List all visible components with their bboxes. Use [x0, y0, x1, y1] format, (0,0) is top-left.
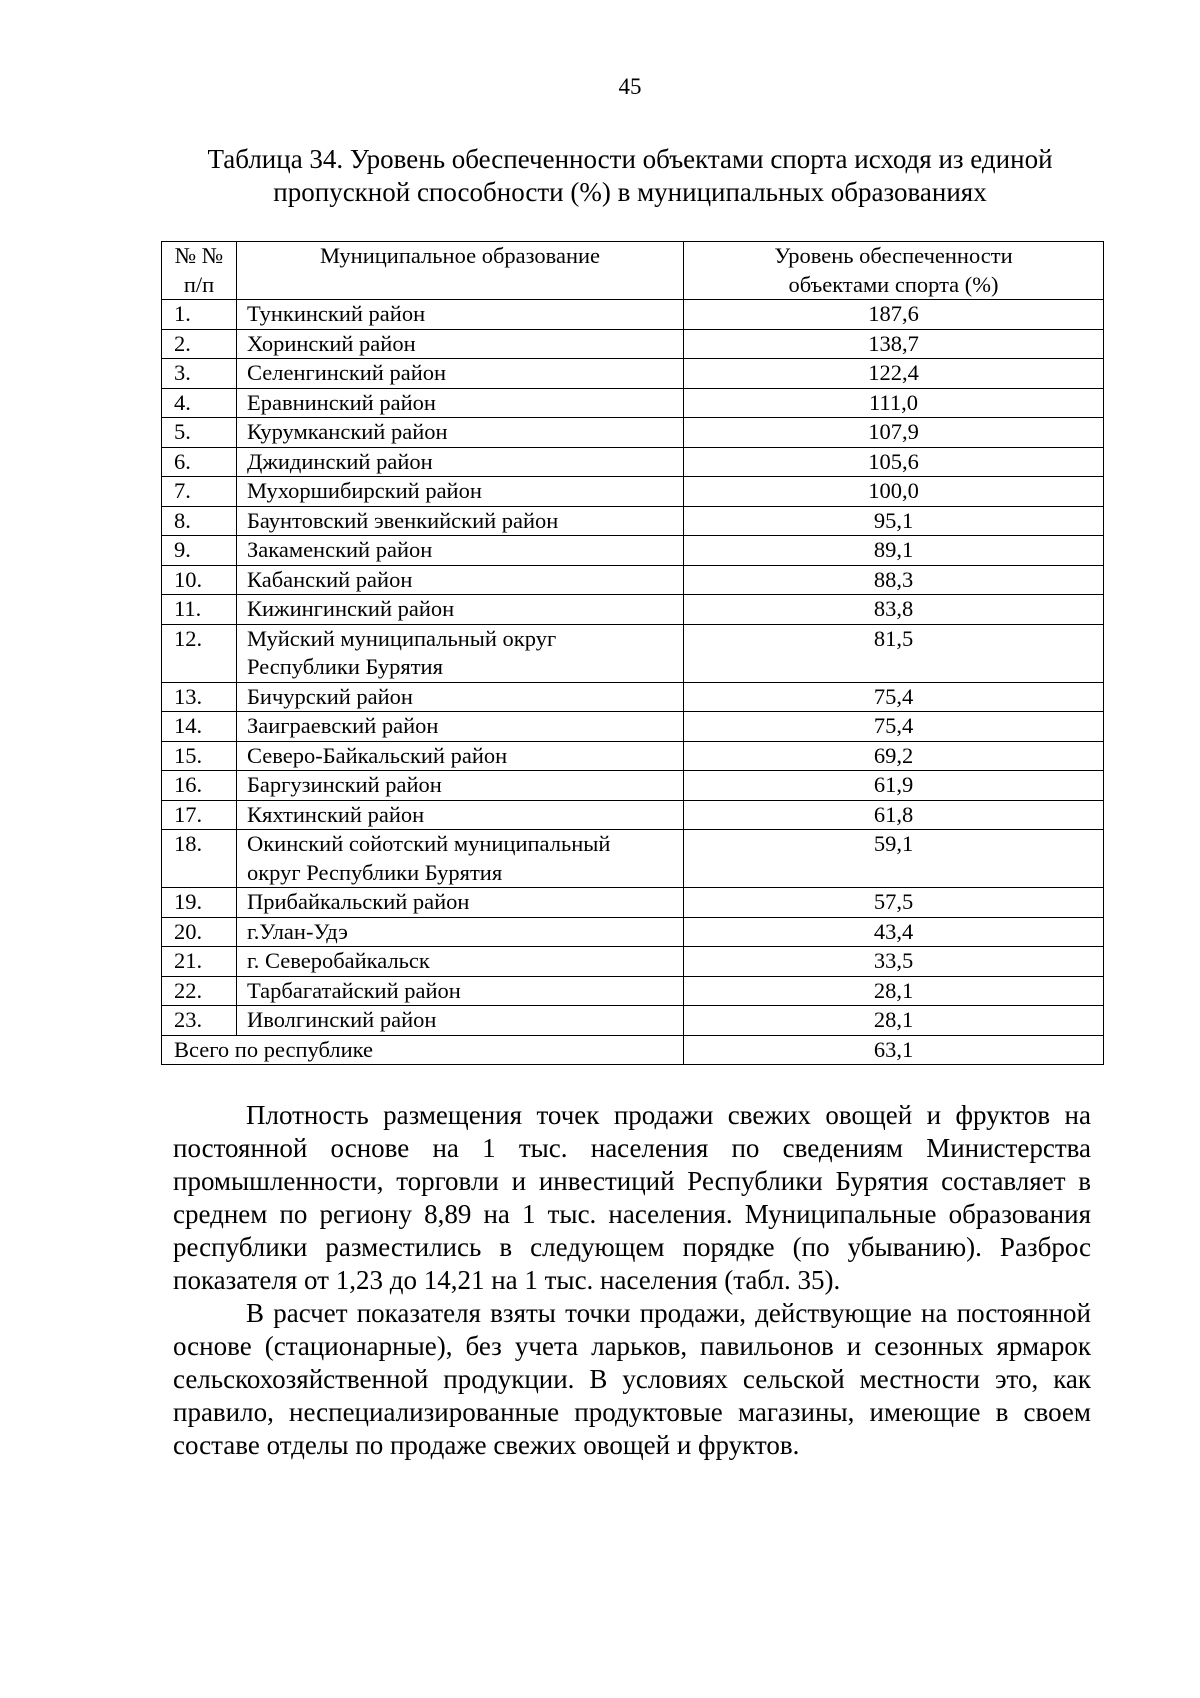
sports-facilities-table [161, 241, 1104, 1065]
row-number: 16. [162, 771, 237, 801]
row-value: 81,5 [684, 624, 1104, 682]
table-row [162, 359, 1104, 389]
row-municipality [237, 359, 684, 389]
row-municipality [237, 741, 684, 771]
table-row [162, 565, 1104, 595]
table-row [162, 536, 1104, 566]
row-municipality [237, 800, 684, 830]
table-row [162, 712, 1104, 742]
row-municipality [237, 329, 684, 359]
paragraph-2: В расчет показателя взяты точки продажи, действующие на постоянной основе (стационарные), без учета ларьков, павильонов и сезонных ярмарок сельскохозяйственной продукции. В условиях сельской местности это, как правило, неспециализированные продуктовые магазины, имеющие в своем составе отделы по продаже свежих овощей и фруктов. [173, 1298, 1091, 1460]
municipality-name: Прибайкальский район [247, 889, 470, 914]
row-number: 19. [162, 888, 237, 918]
table-row [162, 917, 1104, 947]
row-number: 5. [162, 418, 237, 448]
row-value: 107,9 [684, 418, 1104, 448]
municipality-name: Заиграевский район [247, 713, 439, 738]
table-row [162, 595, 1104, 625]
municipality-name: Селенгинский район [247, 360, 447, 385]
row-number: 14. [162, 712, 237, 742]
row-municipality [237, 506, 684, 536]
row-number: 8. [162, 506, 237, 536]
municipality-name: Окинский сойотский муниципальный [247, 831, 611, 856]
row-value: 138,7 [684, 329, 1104, 359]
table-row [162, 947, 1104, 977]
total-label: Всего по республике [162, 1035, 684, 1065]
municipality-name: Баунтовский эвенкийский район [247, 507, 559, 533]
body-text [173, 1099, 1091, 1462]
caption-line-2: пропускной способности (%) в муниципальных образованиях [273, 177, 987, 207]
row-municipality [237, 418, 684, 448]
municipality-name: Хоринский район [247, 330, 416, 356]
table-row [162, 447, 1104, 477]
table-header-row [162, 242, 1104, 300]
row-value: 89,1 [684, 536, 1104, 566]
municipality-name: Кяхтинский район [247, 801, 425, 827]
row-number: 3. [162, 359, 237, 389]
row-number: 12. [162, 624, 237, 682]
municipality-name: Иволгинский район [247, 1007, 437, 1032]
municipality-name: г. Северобайкальск [247, 948, 430, 973]
header-number [162, 242, 237, 300]
municipality-name: Кабанский район [247, 566, 413, 592]
row-value: 75,4 [684, 682, 1104, 712]
row-number: 13. [162, 682, 237, 712]
row-value: 95,1 [684, 506, 1104, 536]
row-municipality [237, 595, 684, 625]
row-value: 28,1 [684, 1006, 1104, 1036]
row-number: 11. [162, 595, 237, 625]
table-row [162, 682, 1104, 712]
table-row [162, 888, 1104, 918]
table-row [162, 800, 1104, 830]
row-municipality [237, 830, 684, 888]
municipality-name: Еравнинский район [247, 389, 436, 415]
municipality-name: Северо-Байкальский район [247, 742, 508, 768]
total-value: 63,1 [684, 1035, 1104, 1065]
row-number: 17. [162, 800, 237, 830]
row-value: 75,4 [684, 712, 1104, 742]
row-value: 187,6 [684, 300, 1104, 330]
municipality-name: Бичурский район [247, 683, 413, 709]
row-municipality [237, 771, 684, 801]
row-value: 100,0 [684, 477, 1104, 507]
table-row [162, 1006, 1104, 1036]
table-row [162, 976, 1104, 1006]
row-number: 15. [162, 741, 237, 771]
table-row [162, 830, 1104, 888]
row-value: 28,1 [684, 976, 1104, 1006]
municipality-name: Кижингинский район [247, 596, 455, 621]
paragraph-1: Плотность размещения точек продажи свежих овощей и фруктов на постоянной основе на 1 тыс. населения по сведениям Министерства промышленности, торговли и инвестиций Республики Бурятия составляет в среднем по региону 8,89 на 1 тыс. населения. Муниципальные образования республики разместились в следующем порядке (по убыванию). Разброс показателя от 1,23 до 14,21 на 1 тыс. населения (табл. 35). [173, 1100, 1091, 1295]
table-row [162, 506, 1104, 536]
row-value: 83,8 [684, 595, 1104, 625]
table-row [162, 388, 1104, 418]
row-municipality [237, 917, 684, 947]
municipality-name: Муйский муниципальный округ [247, 625, 557, 651]
header-number-line-1: № № [174, 243, 224, 268]
row-number: 10. [162, 565, 237, 595]
municipality-name: Тункинский район [247, 301, 426, 326]
row-municipality [237, 1006, 684, 1036]
table-body [162, 300, 1104, 1036]
row-municipality [237, 624, 684, 682]
municipality-name: Баргузинский район [247, 772, 442, 797]
municipality-name: Мухоршибирский район [247, 478, 482, 503]
table-row [162, 741, 1104, 771]
table-caption [175, 143, 1085, 209]
page-number: 45 [618, 74, 642, 99]
municipality-name: Закаменский район [247, 537, 433, 562]
table-row [162, 477, 1104, 507]
row-number: 1. [162, 300, 237, 330]
row-value: 59,1 [684, 830, 1104, 888]
row-number: 7. [162, 477, 237, 507]
row-number: 2. [162, 329, 237, 359]
row-municipality [237, 682, 684, 712]
row-municipality [237, 388, 684, 418]
municipality-name: Курумканский район [247, 419, 448, 444]
table-row [162, 418, 1104, 448]
row-municipality [237, 888, 684, 918]
row-value: 88,3 [684, 565, 1104, 595]
row-number: 20. [162, 917, 237, 947]
table-total-row [162, 1035, 1104, 1065]
caption-line-1: Таблица 34. Уровень обеспеченности объектами спорта исходя из единой [207, 144, 1053, 174]
header-municipality: Муниципальное образование [237, 242, 684, 300]
table-row [162, 329, 1104, 359]
row-value: 105,6 [684, 447, 1104, 477]
municipality-name: Джидинский район [247, 448, 433, 474]
row-number: 6. [162, 447, 237, 477]
table-row [162, 771, 1104, 801]
row-municipality [237, 947, 684, 977]
header-level-line-1: Уровень обеспеченности [774, 243, 1013, 268]
row-value: 111,0 [684, 388, 1104, 418]
row-municipality [237, 565, 684, 595]
row-number: 18. [162, 830, 237, 888]
header-level-line-2: объектами спорта (%) [788, 271, 999, 297]
row-number: 23. [162, 1006, 237, 1036]
row-value: 33,5 [684, 947, 1104, 977]
municipality-name: г.Улан-Удэ [247, 918, 348, 944]
table-row [162, 624, 1104, 682]
table-row [162, 300, 1104, 330]
row-municipality [237, 300, 684, 330]
row-number: 22. [162, 976, 237, 1006]
row-number: 9. [162, 536, 237, 566]
row-municipality [237, 976, 684, 1006]
row-municipality [237, 536, 684, 566]
row-number: 21. [162, 947, 237, 977]
municipality-name-continued: округ Республики Бурятия [247, 859, 503, 885]
row-municipality [237, 477, 684, 507]
row-value: 61,8 [684, 800, 1104, 830]
municipality-name: Тарбагатайский район [247, 977, 461, 1003]
row-number: 4. [162, 388, 237, 418]
row-value: 43,4 [684, 917, 1104, 947]
header-number-line-2: п/п [183, 271, 215, 297]
row-value: 57,5 [684, 888, 1104, 918]
row-municipality [237, 447, 684, 477]
row-value: 122,4 [684, 359, 1104, 389]
row-value: 69,2 [684, 741, 1104, 771]
header-level [684, 242, 1104, 300]
row-municipality [237, 712, 684, 742]
row-value: 61,9 [684, 771, 1104, 801]
municipality-name-continued: Республики Бурятия [247, 654, 443, 679]
